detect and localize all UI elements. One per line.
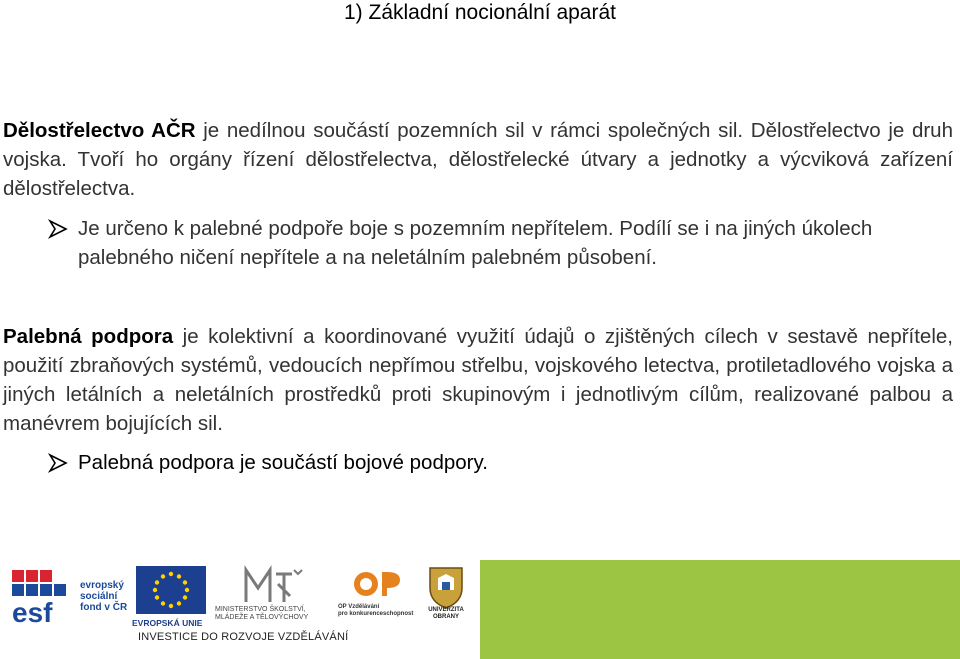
bullet-text: Je určeno k palebné podpoře boje s pozemním nepřítelem. Podílí se i na jiných úkolech palebného ničení nepřítele a na neletálním palebném působení.: [78, 217, 873, 269]
bullet-item-1: [48, 214, 948, 272]
msmt-caption: MINISTERSTVO ŠKOLSTVÍ, MLÁDEŽE A TĚLOVÝCHOVY: [215, 606, 309, 621]
page-title: 1) Základní nocionální aparát: [343, 1, 616, 24]
arrow-bullet-icon: [48, 219, 68, 239]
op-logo-icon: [340, 570, 420, 630]
uo-caption: UNIVERZITA OBRANY: [428, 607, 464, 620]
green-band: [480, 560, 960, 659]
logo-strip: [0, 560, 480, 659]
footer-logo-bar: [0, 560, 960, 659]
paragraph-text: je nedílnou součástí pozemních sil v rámci společných sil. Dělostřelectvo je druh vojska. Tvoří ho orgány řízení dělostřelectva, dělostřelecké útvary a jednotky a výcviková zařízení dělostřelectva.: [3, 119, 953, 200]
paragraph-text: je kolektivní a koordinované využití údajů o zjištěných cílech v sestavě nepřítele, použití zbraňových systémů, vedoucích nepřímou střelbu, vojskového letectva, protiletadlového vojska a jiných letálních a neletálních prostředků proti skupinovým i jednotlivým cílům, realizované palbou a manévrem bojujících sil.: [3, 325, 953, 435]
paragraph-artillery: [3, 116, 953, 203]
paragraph-fire-support: [3, 322, 953, 438]
bullet-text: Palebná podpora je součástí bojové podpory.: [78, 451, 488, 474]
arrow-bullet-icon: [48, 453, 68, 473]
op-caption: OP Vzdělávání pro konkurenceschopnost: [338, 604, 414, 617]
investment-slogan: INVESTICE DO ROZVOJE VZDĚLÁVÁNÍ: [138, 631, 349, 643]
univerzita-obrany-logo-icon: [426, 564, 466, 612]
eu-flag-icon: [136, 566, 206, 614]
esf-caption: evropský sociální fond v ČR: [80, 580, 128, 613]
bullet-item-2: [48, 448, 948, 477]
esf-mark: esf: [12, 597, 53, 626]
paragraph-lead: Dělostřelectvo AČR: [3, 119, 196, 142]
paragraph-lead: Palebná podpora: [3, 325, 174, 348]
eu-caption: EVROPSKÁ UNIE: [132, 618, 203, 628]
